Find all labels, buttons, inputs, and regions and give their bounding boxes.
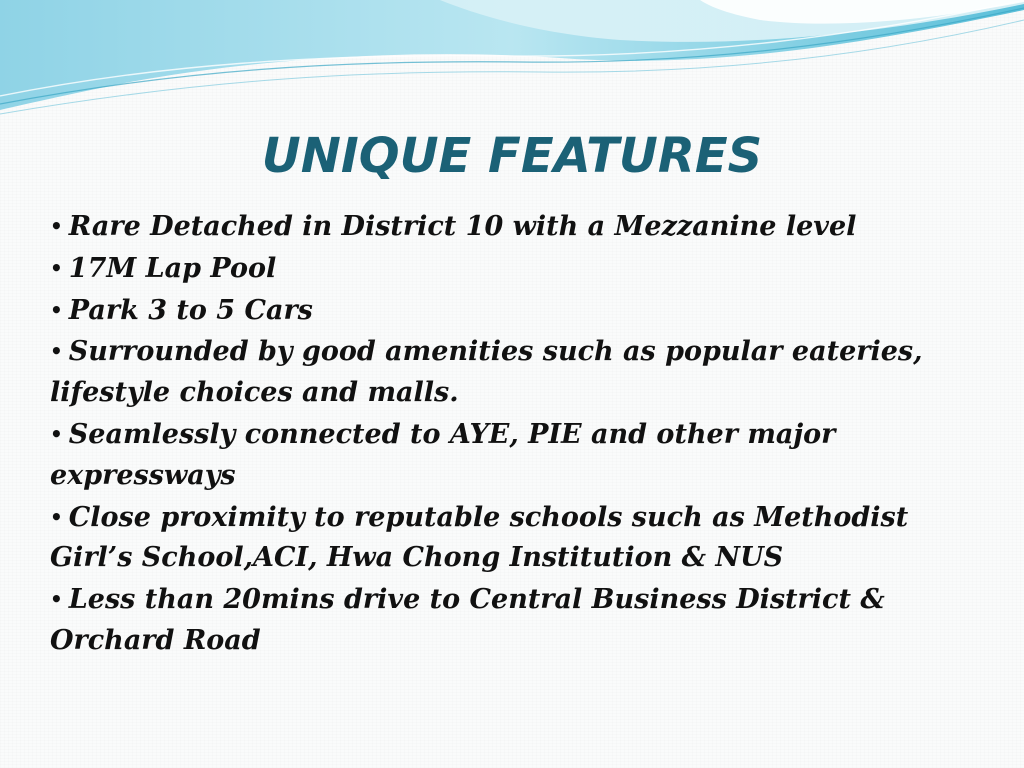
feature-text: Close proximity to reputable schools such as Methodist Girl’s School,ACI, Hwa Chong Institution & NUS xyxy=(50,501,909,574)
feature-list xyxy=(50,206,980,662)
feature-item xyxy=(50,248,980,290)
bullet-icon: • xyxy=(50,297,63,322)
bullet-icon: • xyxy=(50,504,63,529)
feature-item xyxy=(50,497,980,580)
feature-item xyxy=(50,290,980,332)
feature-item xyxy=(50,579,980,662)
bullet-icon: • xyxy=(50,255,63,280)
slide-title: UNIQUE FEATURES xyxy=(261,128,763,184)
feature-text: Seamlessly connected to AYE, PIE and other major expressways xyxy=(50,418,836,491)
feature-text: Rare Detached in District 10 with a Mezzanine level xyxy=(68,211,857,242)
feature-item xyxy=(50,414,980,497)
bullet-icon: • xyxy=(50,339,63,364)
feature-text: 17M Lap Pool xyxy=(68,252,277,284)
header-wave-decoration xyxy=(0,0,1024,120)
feature-text: Park 3 to 5 Cars xyxy=(68,294,313,326)
feature-text: Surrounded by good amenities such as popular eateries, lifestyle choices and malls. xyxy=(50,336,923,409)
bullet-icon: • xyxy=(50,421,63,446)
feature-item xyxy=(50,206,980,248)
bullet-icon: • xyxy=(50,214,63,238)
bullet-icon: • xyxy=(50,587,63,612)
feature-text: Less than 20mins drive to Central Business District & Orchard Road xyxy=(50,584,885,656)
feature-item xyxy=(50,331,980,414)
